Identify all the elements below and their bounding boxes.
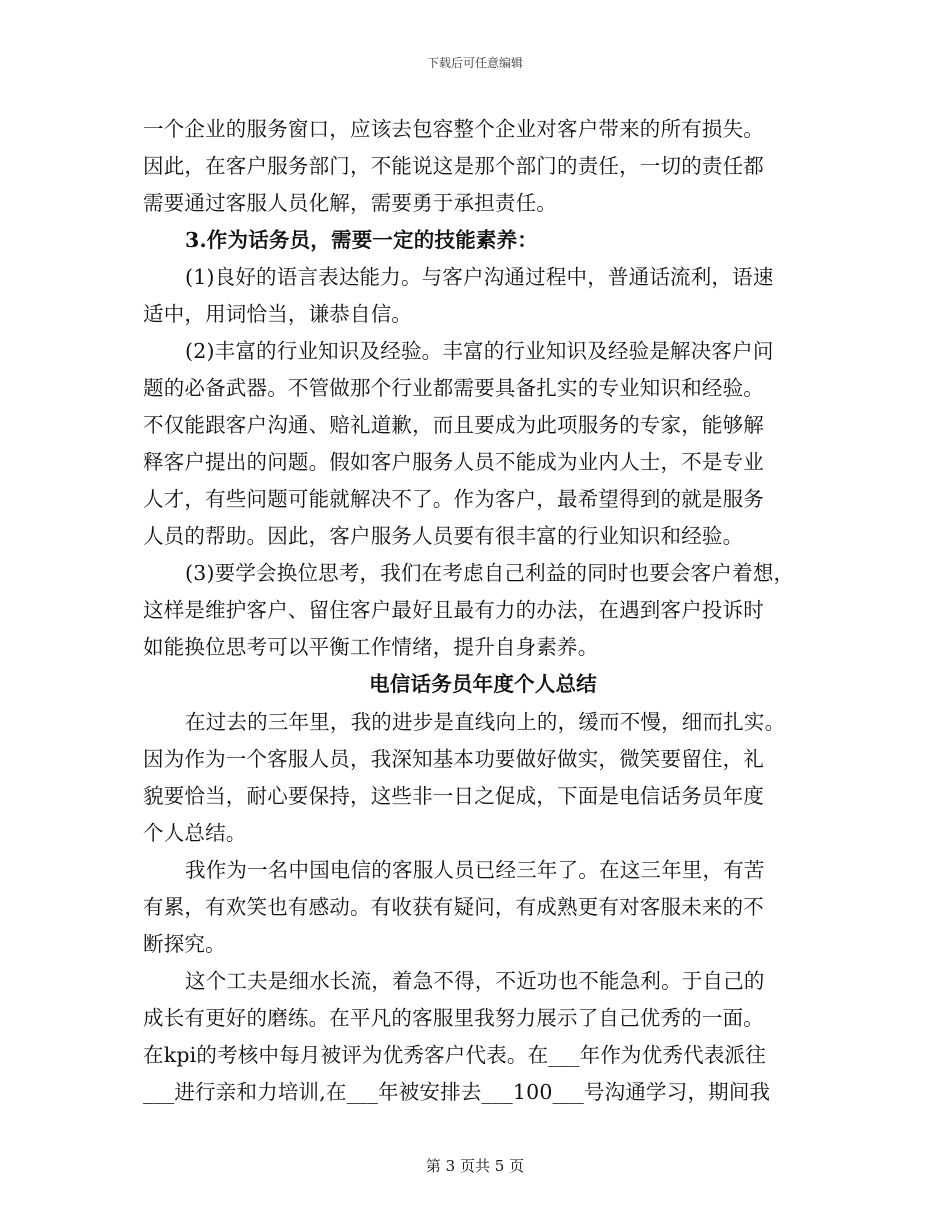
document-title: 电信话务员年度个人总结 (369, 672, 597, 696)
text-line: ___进行亲和力培训,在___年被安排去___100___号沟通学习，期间我 (143, 1080, 771, 1104)
text-line: (1)良好的语言表达能力。与客户沟通过程中，普通话流利，语速 (185, 265, 774, 289)
text-line: 题的必备武器。不管做那个行业都需要具备扎实的专业知识和经验。 (143, 376, 764, 400)
text-line: 释客户提出的问题。假如客户服务人员不能成为业内人士，不是专业 (143, 450, 764, 474)
text-line: 我作为一名中国电信的客服人员已经三年了。在这三年里，有苦 (185, 858, 765, 882)
text-line: 人员的帮助。因此，客户服务人员要有很丰富的行业知识和经验。 (143, 524, 744, 548)
text-line: 成长有更好的磨练。在平凡的客服里我努力展示了自己优秀的一面。 (143, 1006, 764, 1030)
text-line: 不仅能跟客户沟通、赔礼道歉，而且要成为此项服务的专家，能够解 (143, 413, 764, 437)
text-line: 在过去的三年里，我的进步是直线向上的，缓而不慢，细而扎实。 (185, 710, 786, 734)
document-body (143, 116, 823, 1116)
text-line: 这个工夫是细水长流，着急不得，不近功也不能急利。于自己的 (185, 969, 765, 993)
text-line: 需要通过客服人员化解，需要勇于承担责任。 (143, 191, 557, 215)
section-heading: 3.作为话务员，需要一定的技能素养： (185, 228, 538, 252)
text-line: 貌要恰当，耐心要保持，这些非一日之促成，下面是电信话务员年度 (143, 784, 764, 808)
text-line: 有累，有欢笑也有感动。有收获有疑问，有成熟更有对客服未来的不 (143, 895, 764, 919)
text-line: (2)丰富的行业知识及经验。丰富的行业知识及经验是解决客户问 (185, 339, 774, 363)
text-line: 如能换位思考可以平衡工作情绪，提升自身素养。 (143, 635, 599, 659)
text-line: 因此，在客户服务部门，不能说这是那个部门的责任，一切的责任都 (143, 154, 764, 178)
text-line: 这样是维护客户、留住客户最好且最有力的办法，在遇到客户投诉时 (143, 598, 764, 622)
text-line: 断探究。 (143, 932, 226, 956)
page-number: 第 3 页共 5 页 (425, 1157, 525, 1175)
text-line: 人才，有些问题可能就解决不了。作为客户，最希望得到的就是服务 (143, 487, 764, 511)
text-line: 在kpi的考核中每月被评为优秀客户代表。在___年作为优秀代表派往 (143, 1043, 766, 1067)
page-header: 下载后可任意编辑 (426, 56, 523, 70)
text-line: 一个企业的服务窗口，应该去包容整个企业对客户带来的所有损失。 (143, 117, 764, 141)
text-line: 因为作为一个客服人员，我深知基本功要做好做实，微笑要留住，礼 (143, 747, 764, 771)
text-line: (3)要学会换位思考，我们在考虑自己利益的同时也要会客户着想， (185, 561, 795, 585)
text-line: 个人总结。 (143, 821, 247, 845)
text-line: 适中，用词恰当，谦恭自信。 (143, 302, 413, 326)
